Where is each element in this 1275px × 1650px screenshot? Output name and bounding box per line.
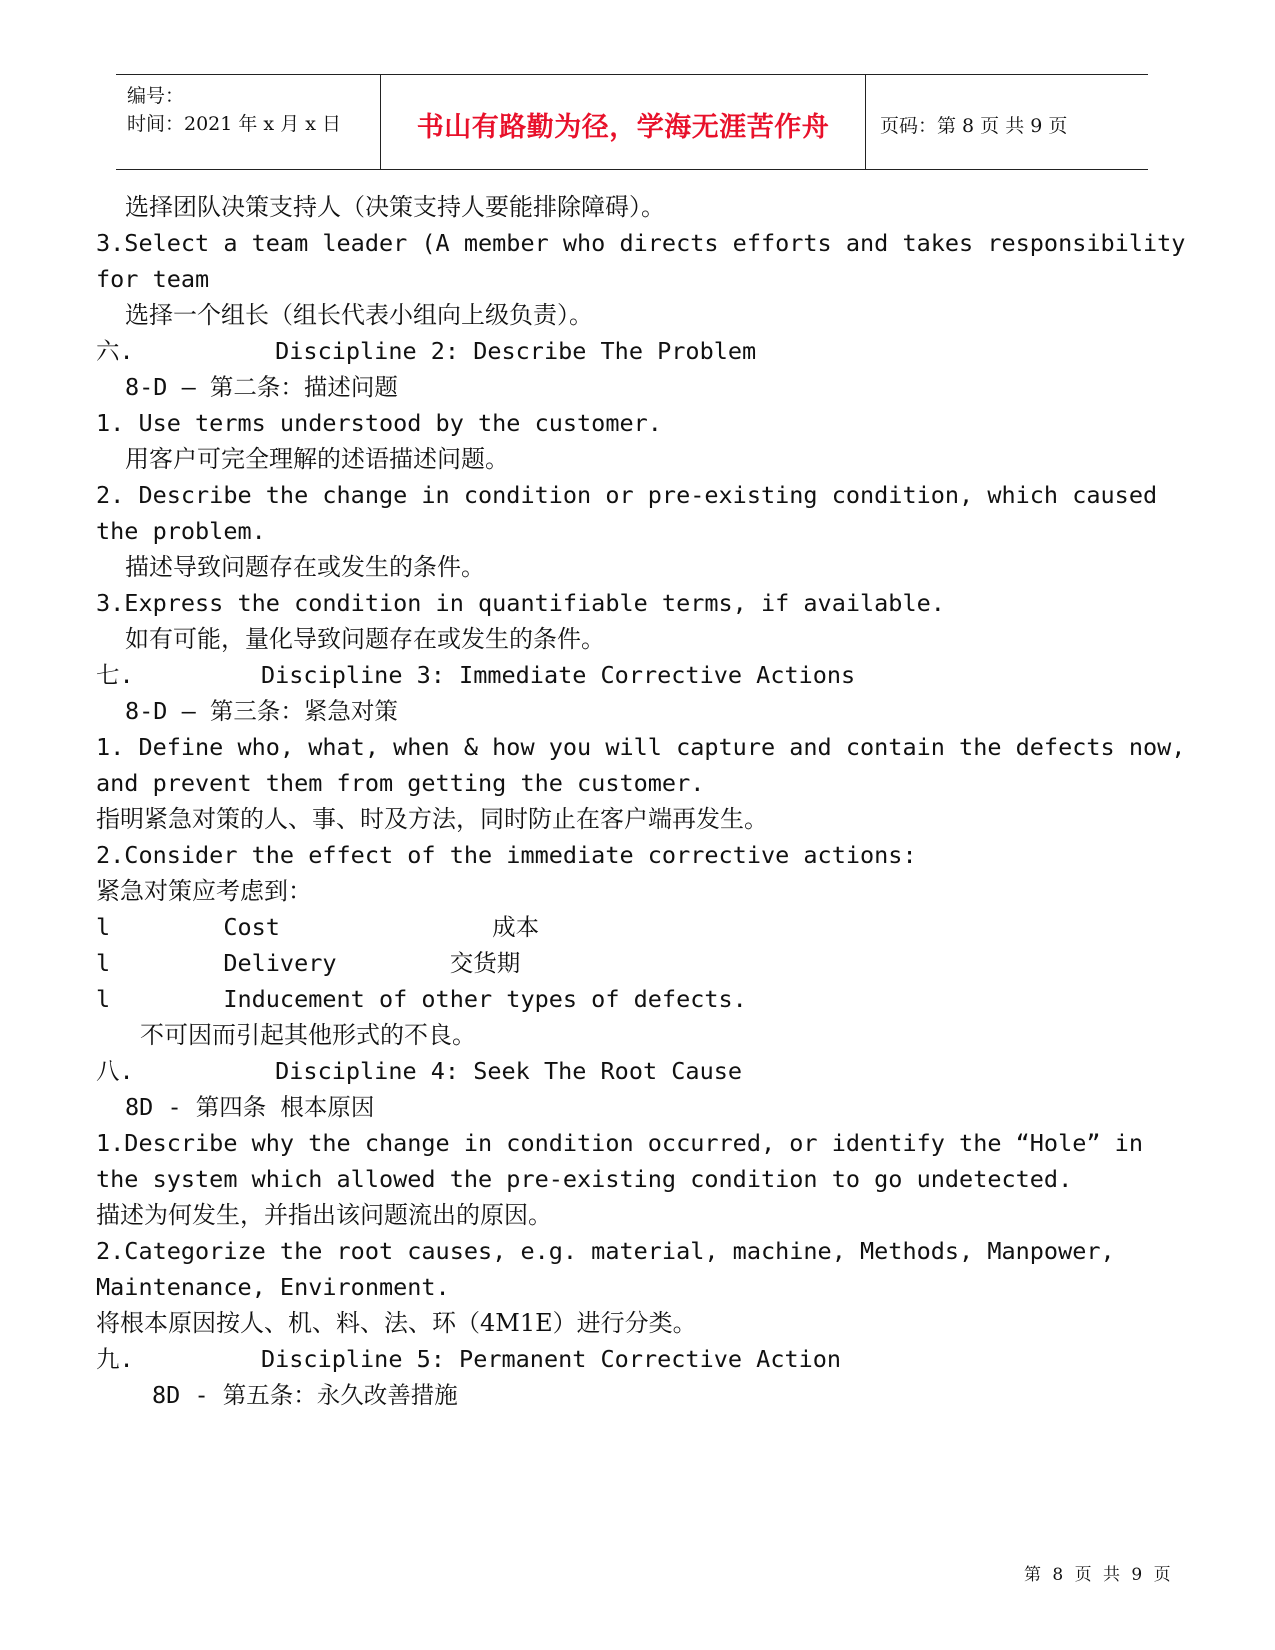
header-page-number: 页码：第 8 页 共 9 页 <box>880 115 1068 137</box>
body-line: 2. Describe the change in condition or pre-existing condition, which caused <box>96 481 1158 509</box>
header-page-cell <box>866 75 1148 169</box>
body-line: 紧急对策应考虑到： <box>96 877 312 905</box>
section-subheading: 8D - 第五条：永久改善措施 <box>152 1381 458 1409</box>
body-line: 描述为何发生，并指出该问题流出的原因。 <box>96 1201 552 1229</box>
section-heading: 八. Discipline 4: Seek The Root Cause <box>96 1057 743 1085</box>
header-table <box>116 74 1148 170</box>
motto-text: 书山有路勤为径，学海无涯苦作舟 <box>416 112 830 143</box>
bullet-item: l Inducement of other types of defects. <box>96 985 747 1013</box>
header-info-cell <box>116 75 380 169</box>
footer-page-number: 第 8 页 共 9 页 <box>1024 1565 1174 1585</box>
section-subheading: 8-D – 第三条：紧急对策 <box>125 697 398 725</box>
section-heading: 六. Discipline 2: Describe The Problem <box>96 337 757 365</box>
body-line: 选择团队决策支持人（决策支持人要能排除障碍）。 <box>125 193 665 221</box>
body-line: 3.Express the condition in quantifiable terms, if available. <box>96 589 945 617</box>
body-line: 1. Use terms understood by the customer. <box>96 409 662 437</box>
bullet-item: l Cost 成本 <box>96 913 540 941</box>
body-line: 选择一个组长（组长代表小组向上级负责）。 <box>125 301 593 329</box>
body-line: for team <box>96 265 210 293</box>
body-line: Maintenance, Environment. <box>96 1273 450 1301</box>
date-label: 时间：2021 年 x 月 x 日 <box>127 113 341 135</box>
bullet-item: l Delivery 交货期 <box>96 949 521 977</box>
body-line: 3.Select a team leader (A member who directs efforts and takes responsibility <box>96 229 1186 257</box>
body-line: 1.Describe why the change in condition occurred, or identify the “Hole” in <box>96 1129 1143 1157</box>
body-line: 不可因而引起其他形式的不良。 <box>140 1021 476 1049</box>
body-line: and prevent them from getting the customer. <box>96 769 705 797</box>
section-heading: 七. Discipline 3: Immediate Corrective Actions <box>96 661 856 689</box>
body-line: 用客户可完全理解的述语描述问题。 <box>125 445 509 473</box>
body-line: 指明紧急对策的人、事、时及方法，同时防止在客户端再发生。 <box>96 805 768 833</box>
body-line: 如有可能，量化导致问题存在或发生的条件。 <box>125 625 605 653</box>
body-line: 1. Define who, what, when & how you will capture and contain the defects now, <box>96 733 1186 761</box>
section-heading: 九. Discipline 5: Permanent Corrective Action <box>96 1345 842 1373</box>
body-line: 将根本原因按人、机、料、法、环（4M1E）进行分类。 <box>96 1309 697 1337</box>
body-line: the problem. <box>96 517 266 545</box>
body-line: the system which allowed the pre-existing condition to go undetected. <box>96 1165 1073 1193</box>
header-motto-cell <box>380 75 866 169</box>
body-line: 2.Consider the effect of the immediate corrective actions: <box>96 841 917 869</box>
body-line: 2.Categorize the root causes, e.g. material, machine, Methods, Manpower, <box>96 1237 1115 1265</box>
section-subheading: 8-D – 第二条：描述问题 <box>125 373 398 401</box>
section-subheading: 8D - 第四条 根本原因 <box>125 1093 375 1121</box>
serial-number-label: 编号： <box>127 85 185 107</box>
body-line: 描述导致问题存在或发生的条件。 <box>125 553 485 581</box>
